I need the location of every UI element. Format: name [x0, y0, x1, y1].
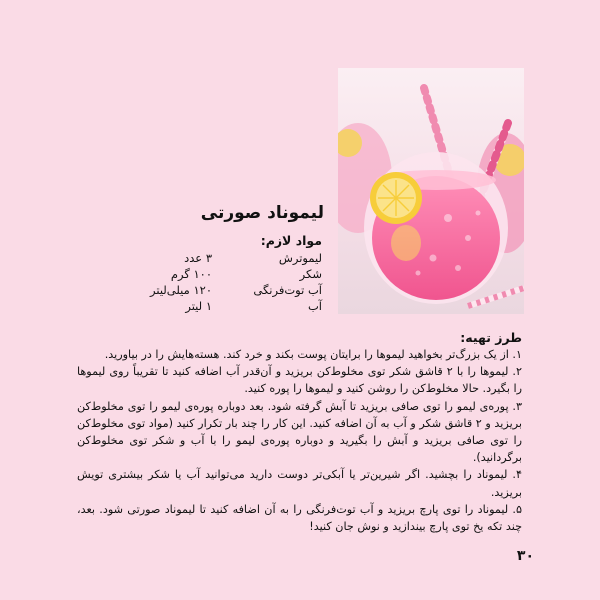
ingredients-heading: مواد لازم: [260, 233, 322, 248]
instruction-step: ۳. پوره‌ی لیمو را توی صافی بریزید تا آبش گرفته شود. بعد دوباره پوره‌ی لیمو را توی مخلوط‌کن بریزید و ۲ قاشق شکر و آب به آن اضافه کنید. این کار را چند بار تکرار کنید (مواد توی مخلوط‌کن را توی صافی بریزید و آبش را بگیرید و دوباره پوره‌ی لیمو را با آب و شکر توی مخلوط‌کن برگردانید). [77, 399, 522, 465]
lemonade-illustration [338, 68, 524, 314]
ingredient-amount: ۳ عدد [184, 251, 212, 265]
ingredient-name: شکر [299, 267, 322, 281]
instructions-list [77, 346, 522, 535]
ingredient-amount: ۱۰۰ گرم [170, 267, 212, 281]
recipe-title: لیموناد صورتی [200, 203, 324, 223]
ingredient-row [142, 266, 322, 282]
ingredient-name: لیموترش [278, 251, 322, 265]
instruction-step: ۱. از یک بزرگ‌تر بخواهید لیموها را برایتان پوست بکند و خرد کند. هسته‌هایش را در بیاورید. [104, 348, 522, 361]
instruction-step: ۲. لیموها را با ۲ قاشق شکر توی مخلوط‌کن بریزید و آن‌قدر آب اضافه کنید تا تقریباً روی لیموها را بگیرد. حالا مخلوط‌کن را روشن کنید و لیموها را پوره کنید. [77, 365, 523, 396]
instruction-step: ۵. لیموناد را توی پارچ بریزید و آب توت‌فرنگی را به آن اضافه کنید تا لیموناد صورتی شود. بعد، چند تکه یخ توی پارچ بیندازید و نوش جان کنید! [77, 502, 522, 534]
ingredients-list [142, 250, 322, 314]
ingredient-row [142, 282, 322, 298]
ingredient-row [142, 250, 322, 266]
ingredient-amount: ۱۲۰ میلی‌لیتر [150, 283, 212, 297]
page-number: ۳۰ [516, 548, 534, 564]
ingredient-name: آب توت‌فرنگی [253, 283, 322, 297]
ingredient-amount: ۱ لیتر [185, 299, 212, 313]
ingredient-row [142, 298, 322, 314]
instruction-step: ۴. لیموناد را بچشید. اگر شیرین‌تر یا آبکی‌تر دوست دارید می‌توانید آب یا شکر بیشتری تویش بریزید. [77, 468, 522, 499]
lemonade-photo [338, 68, 524, 314]
instructions-heading: طرز تهیه: [460, 330, 522, 345]
ingredient-name: آب [307, 299, 322, 313]
